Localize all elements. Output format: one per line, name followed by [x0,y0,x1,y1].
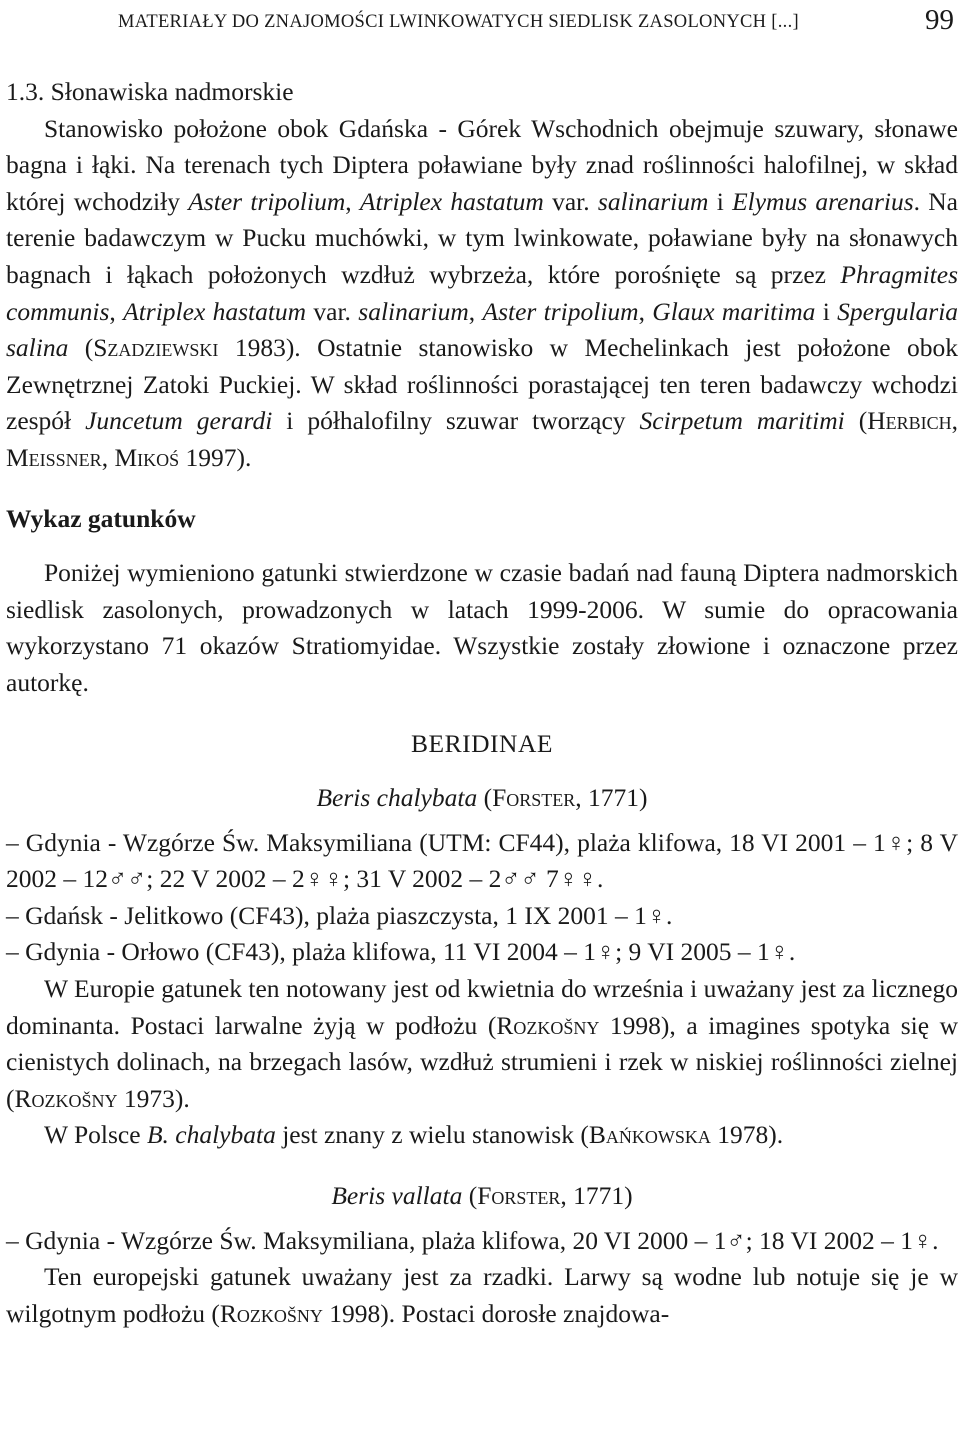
record-line: – Gdynia - Wzgórze Św. Maksymiliana, plaża klifowa, 20 VI 2000 – 1♂; 18 VI 2002 – 1♀. [6,1225,939,1255]
species-note: Ten europejski gatunek uważany jest za rzadki. Larwy są wodne lub notuje się je w wilgotnym podłożu (Rozkošny 1998). Postaci dorosłe znajdowa- [6,1262,958,1328]
record-line: – Gdynia - Orłowo (CF43), plaża klifowa, 11 VI 2004 – 1♀; 9 VI 2005 – 1♀. [6,937,796,967]
page-number: 99 [925,4,954,36]
species-list-intro: Poniżej wymieniono gatunki stwierdzone w czasie badań nad fauną Diptera nadmorskich siedlisk zasolonych, prowadzonych w latach 1999-2006. W sumie do opracowania wykorzystano 71 okazów Stratiomyidae. Wszystkie zostały złowione i oznaczone przez autorkę. [6,558,958,697]
record-line: – Gdańsk - Jelitkowo (CF43), plaża piaszczysta, 1 IX 2001 – 1♀. [6,900,673,930]
section-paragraph: Stanowisko położone obok Gdańska - Górek Wschodnich obejmuje szuwary, słonawe bagna i łąki. Na terenach tych Diptera poławiane były znad roślinności halofilnej, w skład której wchodziły Aster tripolium, Atriplex hastatum var. salinarium i Elymus arenarius. Na terenie badawczym w Pucku muchówki, w tym lwinkowate, poławiane były na słonawych bagnach i łąkach położonych wzdłuż wybrzeża, które porośnięte są przez Phragmites communis, Atriplex hastatum var. salinarium, Aster tripolium, Glaux maritima i Spergularia salina (Szadziewski 1983). Ostatnie stanowisko w Mechelinkach jest położone obok Zewnętrznej Zatoki Puckiej. W skład roślinności porastającej ten teren badawczy wchodzi zespół Juncetum gerardi i półhalofilny szuwar tworzący Scirpetum maritimi (Herbich, Meissner, Mikoś 1997). [6,113,959,472]
section-heading: 1.3. Słonawiska nadmorskie [6,77,294,106]
species-note: W Polsce B. chalybata jest znany z wielu stanowisk (Bańkowska 1978). [44,1120,784,1150]
page-body [6,74,958,1332]
record-line: – Gdynia - Wzgórze Św. Maksymiliana (UTM: CF44), plaża klifowa, 18 VI 2001 – 1♀; 8 V 2002 – 12♂♂; 22 V 2002 – 2♀♀; 31 V 2002 – 2♂♂ 7♀♀. [6,827,958,894]
species-heading-beris-vallata: Beris vallata (Forster, 1771) [331,1181,633,1211]
species-note: W Europie gatunek ten notowany jest od kwietnia do września i uważany jest za licznego dominanta. Postaci larwalne żyją w podłożu (Rozkošny 1998), a imagines spotyka się w cienistych dolinach, na brzegach lasów, wzdłuż strumieni i rzek w niskiej roślinności zielnej (Rozkošny 1973). [6,974,958,1113]
family-heading: BERIDINAE [411,728,553,758]
running-head [0,4,960,40]
species-heading-beris-chalybata: Beris chalybata (Forster, 1771) [316,783,648,813]
species-list-heading: Wykaz gatunków [6,503,196,533]
running-head-title: MATERIAŁY DO ZNAJOMOŚCI LWINKOWATYCH SIEDLISK ZASOLONYCH [...] [118,12,799,32]
